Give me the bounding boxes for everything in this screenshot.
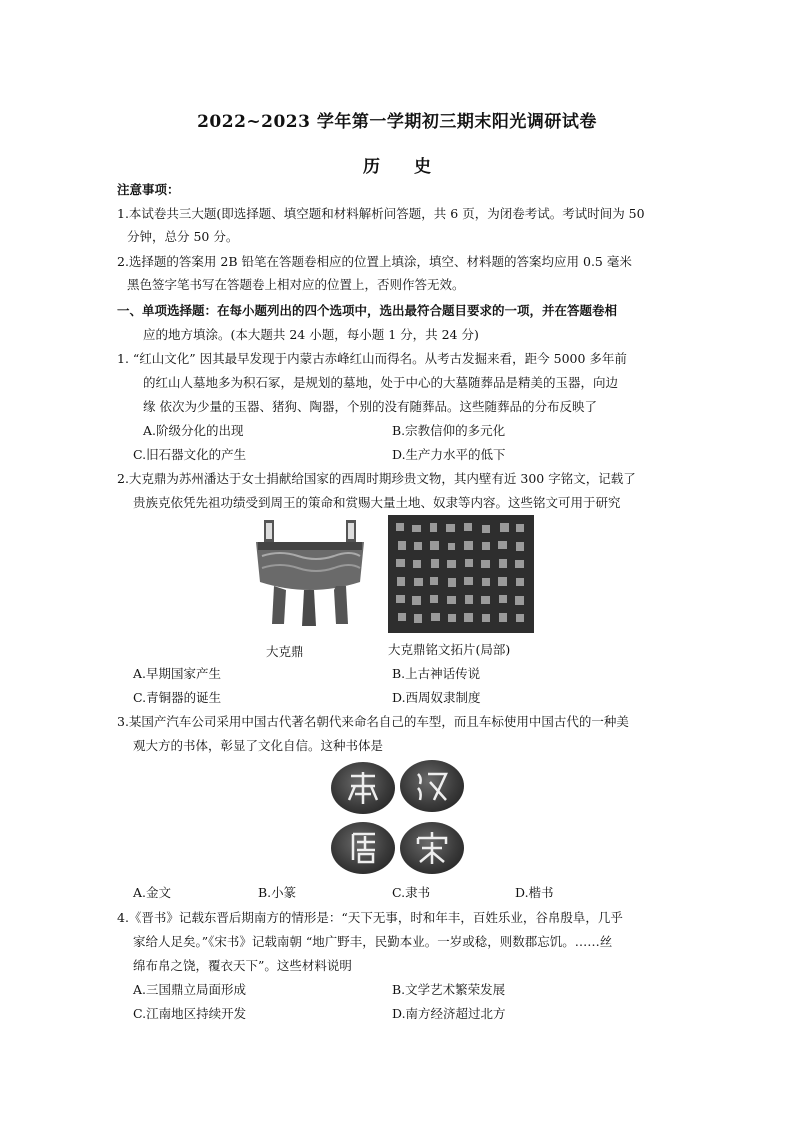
question-1-option-a: A.阶级分化的出现	[143, 423, 244, 438]
inscription-rubbing-image	[388, 515, 534, 633]
seal-han-logo	[400, 760, 464, 812]
notice-heading: 注意事项：	[117, 182, 180, 197]
question-4-line-3: 绵布帛之饶，覆衣天下”。这些材料说明	[133, 958, 352, 973]
section-1-heading: 一、单项选择题：在每小题列出的四个选项中，选出最符合题目要求的一项，并在答题卷相	[117, 303, 618, 318]
question-2-line-2: 贵族克依凭先祖功绩受到周王的策命和赏赐大量土地、奴隶等内容。这些铭文可用于研究	[133, 495, 621, 510]
notice-item-1-line-2: 分钟，总分 50 分。	[127, 229, 239, 244]
exam-title: 2022~2023 学年第一学期初三期末阳光调研试卷	[197, 112, 597, 132]
question-3-option-b: B.小篆	[258, 885, 297, 900]
question-1-option-d: D.生产力水平的低下	[392, 447, 506, 462]
question-4-option-c: C.江南地区持续开发	[133, 1006, 247, 1021]
question-2-option-c: C.青铜器的诞生	[133, 690, 222, 705]
seal-song-logo	[400, 822, 464, 874]
notice-item-1-line-1: 1.本试卷共三大题(即选择题、填空题和材料解析问答题，共 6 页，为闭卷考试。考试时间为 50	[117, 206, 645, 221]
question-1-line-2: 的红山人墓地多为积石冢，是规划的墓地，处于中心的大墓随葬品是精美的玉器，向边	[143, 375, 619, 390]
caption-dake-ding: 大克鼎	[266, 644, 304, 659]
question-3-line-2: 观大方的书体，彰显了文化自信。这种书体是	[133, 738, 384, 753]
question-4-line-2: 家给人足矣。”《宋书》记载南朝 “地广野丰，民勤本业。一岁或稔，则数郡忘饥。……丝	[133, 934, 613, 949]
question-2-option-d: D.西周奴隶制度	[392, 690, 481, 705]
question-1-option-c: C.旧石器文化的产生	[133, 447, 247, 462]
question-4-option-b: B.文学艺术繁荣发展	[392, 982, 506, 997]
question-3-option-a: A.金文	[133, 885, 172, 900]
question-1-line-3: 缘 依次为少量的玉器、猪狗、陶器，个别的没有随葬品。这些随葬品的分布反映了	[143, 399, 597, 414]
notice-item-2-line-2: 黑色签字笔书写在答题卷上相对应的位置上，否则作答无效。	[127, 277, 465, 292]
question-3-option-d: D.楷书	[515, 885, 554, 900]
question-2-option-b: B.上古神话传说	[392, 666, 481, 681]
question-3-line-1: 3.某国产汽车公司采用中国古代著名朝代来命名自己的车型，而且车标使用中国古代的一种美	[117, 714, 629, 729]
seal-tang-logo	[331, 822, 395, 874]
dake-ding-image	[250, 520, 370, 628]
question-4-option-a: A.三国鼎立局面形成	[133, 982, 247, 997]
caption-inscription-rubbing: 大克鼎铭文拓片(局部)	[388, 642, 511, 657]
question-4-line-1: 4.《晋书》记载东晋后期南方的情形是：“天下无事，时和年丰，百姓乐业，谷帛殷阜，几乎	[117, 910, 623, 925]
seal-qin-logo	[331, 762, 395, 814]
question-1-line-1: 1. “红山文化” 因其最早发现于内蒙古赤峰红山而得名。从考古发掘来看，距今 5000 多年前	[117, 351, 627, 366]
question-3-option-c: C.隶书	[392, 885, 431, 900]
question-2-line-1: 2.大克鼎为苏州潘达于女士捐献给国家的西周时期珍贵文物，其内壁有近 300 字铭文，记载了	[117, 471, 636, 486]
question-1-option-b: B.宗教信仰的多元化	[392, 423, 506, 438]
question-4-option-d: D.南方经济超过北方	[392, 1006, 506, 1021]
question-2-option-a: A.早期国家产生	[133, 666, 222, 681]
notice-item-2-line-1: 2.选择题的答案用 2B 铅笔在答题卷相应的位置上填涂，填空、材料题的答案均应用 0.5 毫米	[117, 254, 632, 269]
subject-title: 历 史	[363, 157, 445, 177]
section-1-heading-line-2: 应的地方填涂。(本大题共 24 小题，每小题 1 分，共 24 分)	[143, 327, 479, 342]
